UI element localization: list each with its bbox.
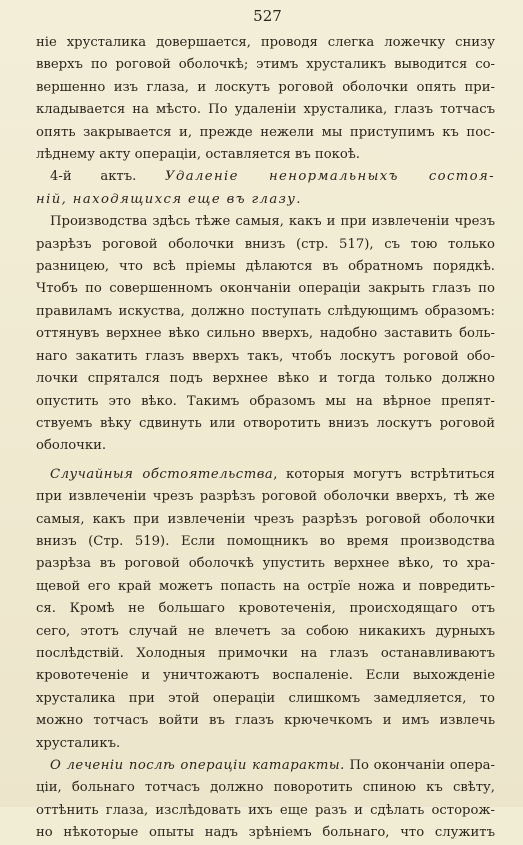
text-line: ніе хрусталика довершается, проводя слегка ложечку снизу [36,35,495,50]
text-line: кладывается на мѣсто. По удаленіи хрусталика, глазъ тотчасъ [36,102,495,118]
text-line: правиламъ искуства, должно поступать слѣдующимъ образомъ: [36,303,495,319]
section-number: 4-й актъ. [50,169,137,185]
text-line: лочки спрятался подъ верхнее вѣко и тогда только должно [36,371,495,387]
text-line: ствуемъ вѣку сдвинуть или отворотить внизъ лоскутъ роговой [36,415,495,431]
text-line [36,464,495,486]
paragraph-lead-rest: По окончаніи опера- [344,758,495,773]
text-line: хрусталика при этой операціи слишкомъ замедляется, то [36,690,495,706]
text-line: наго закатить глазъ вверхъ такъ, чтобъ лоскутъ роговой обо- [36,348,495,364]
paragraph-lead: О леченіи послѣ операціи катаракты. [50,758,345,773]
text-line: оттянувъ верхнее вѣко сильно вверхъ, надобно заставить боль- [36,326,495,342]
text-block [36,32,495,845]
text-line: вверхъ по роговой оболочкѣ; этимъ хрусталикъ выводится со- [36,57,495,73]
text-line: разрѣзъ роговой оболочки внизъ (стр. 517), съ тою только [36,236,495,252]
text-line [36,755,495,777]
text-line: оттѣнить глаза, изслѣдовать ихъ еще разъ и сдѣлать осторож- [36,802,495,818]
section-heading [36,166,495,188]
section-title: Удаленіе ненормальныхъ состоя- [165,169,495,185]
text-line: лѣднему акту операціи, оставляется въ покоѣ. [36,147,360,163]
text-line: при извлеченіи чрезъ разрѣзъ роговой оболочки вверхъ, тѣ же [36,489,495,505]
text-line: вершенно изъ глаза, и лоскутъ роговой оболочки опять при- [36,79,495,95]
text-line: самыя, какъ при извлеченіи чрезъ разрѣзъ роговой оболочки [36,511,495,527]
paragraph-lead-rest: , которыя могутъ встрѣтиться [273,466,495,482]
text-line: Чтобъ по совершенномъ окончаніи операціи закрыть глазъ по [36,281,495,297]
text-line: опустить это вѣко. Такимъ образомъ мы на вѣрное препят- [36,393,495,409]
text-line: опять закрывается и, прежде нежели мы приступимъ къ пос- [36,124,495,140]
text-line: разницею, что всѣ пріемы дѣлаются въ обратномъ порядкѣ. [36,259,495,275]
text-line: ціи, больнаго тотчасъ должно поворотить спиною къ свѣту, [36,780,495,796]
text-line: разрѣза въ роговой оболочкѣ упустить верхнее вѣко, то хра- [36,556,495,572]
text-line: оболочки. [36,438,107,454]
text-line: кровотеченіе и уничтожаютъ воспаленіе. Если выхожденіе [36,668,495,684]
text-line: послѣдствій. Холодныя примочки на глазъ останавливаютъ [36,645,495,661]
paragraph-lead: Случайныя обстоятельства [50,466,274,482]
text-line: Производства здѣсь тѣже самыя, какъ и при извлеченіи чрезъ [50,214,495,230]
text-line: щевой его край можетъ попасть на острїе ножа и повредить- [36,578,495,594]
text-line: можно тотчасъ войти въ глазъ крючечкомъ и имъ извлечь [36,713,495,729]
text-line: ся. Кромѣ не большаго кровотеченія, происходящаго отъ [36,601,495,617]
section-title-cont: ній, находящихся еще въ глазу. [36,191,302,207]
text-line: сего, этотъ случай не влечетъ за собою никакихъ дурныхъ [36,623,495,639]
text-line: хрусталикъ. [36,735,121,751]
page-number: 527 [253,7,282,25]
text-line: но нѣкоторые опыты надъ зрѣніемъ больнаго, что служитъ [36,825,495,841]
text-line: внизъ (Стр. 519). Если помощникъ во время производства [36,533,495,549]
